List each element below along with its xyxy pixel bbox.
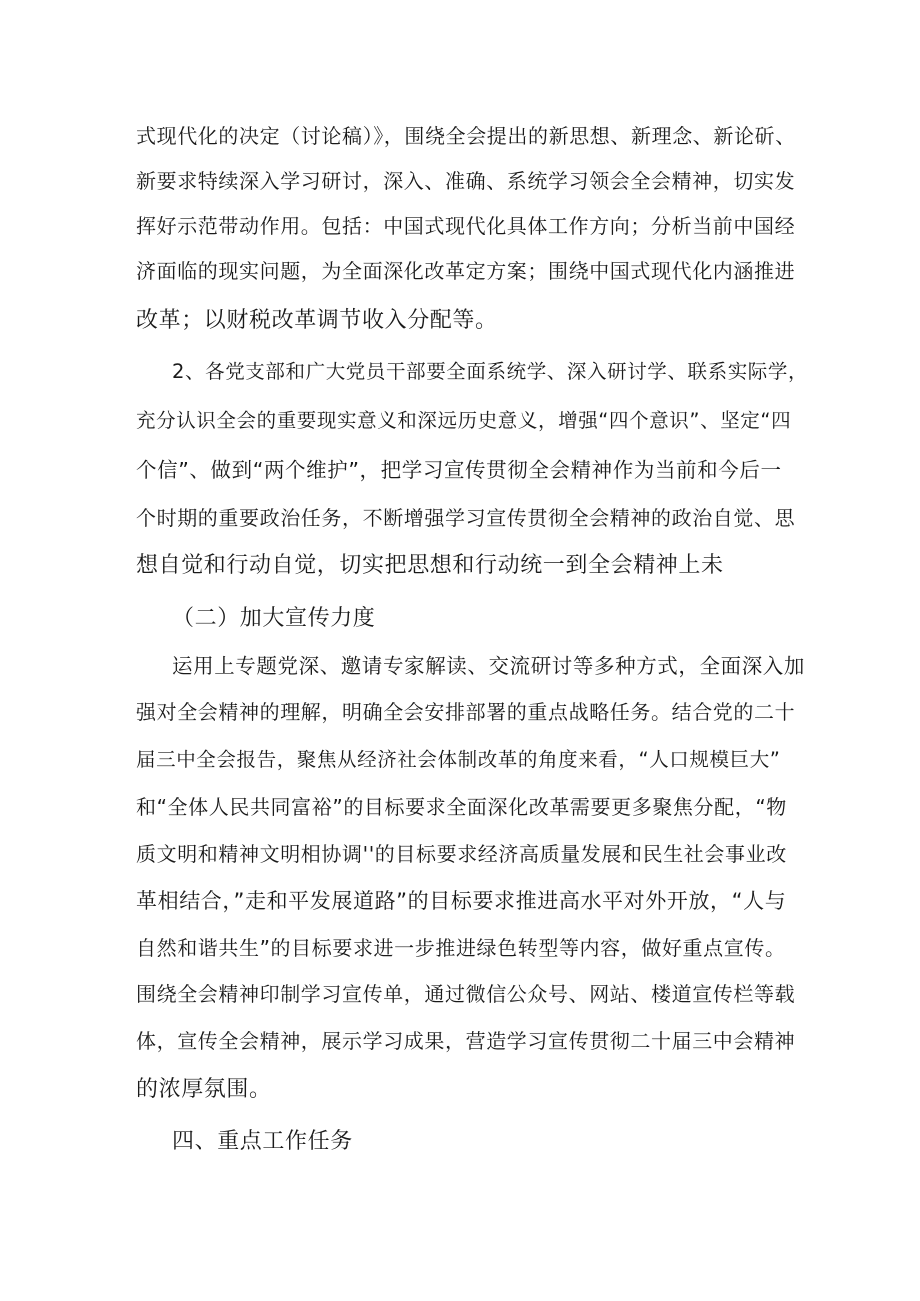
text-line: 革相结合，”走和平发展道路”的目标要求推进高水平对外开放，“人与 xyxy=(136,889,787,913)
text-line: 个时期的重要政治任务，不断增强学习宣传贯彻全会精神的政治自觉、思 xyxy=(136,506,796,530)
text-line: 挥好示范带动作用。包括：中国式现代化具体工作方向；分析当前中国经 xyxy=(136,214,796,238)
text-line: 届三中全会报告，聚焦从经济社会体制改革的角度来看，“人口规模巨大” xyxy=(136,748,781,771)
text-line: 2、各党支部和广大党员干部要全面系统学、深入研讨学、联系实际学， xyxy=(172,360,809,383)
text-line: 自然和谐共生”的目标要求进一步推进绿色转型等内容，做好重点宣传。 xyxy=(136,936,786,960)
text-line: 新要求特续深入学习研讨，深入、准确、系统学习领会全会精神，切实发 xyxy=(136,169,796,193)
text-line: 和“全体人民共同富裕”的目标要求全面深化改革需要更多聚焦分配，“物 xyxy=(136,795,787,819)
text-line: 的浓厚氛围。 xyxy=(136,1077,272,1102)
text-line: 运用上专题党深、邀请专家解读、交流研讨等多种方式，全面深入加 xyxy=(172,654,805,678)
text-line: 济面临的现实问题，为全面深化改革定方案；围绕中国式现代化内涵推进 xyxy=(136,259,796,283)
section-heading: 四、重点工作任务 xyxy=(172,1129,353,1154)
section-heading: （二）加大宣传力度 xyxy=(172,606,376,631)
text-line: 充分认识全会的重要现实意义和深远历史意义，增强“四个意识”、坚定“四 xyxy=(136,409,792,432)
text-line: 强对全会精神的理解，明确全会安排部署的重点战略任务。结合党的二十 xyxy=(136,700,796,724)
text-line: 改革；以财税改革调节收入分配等。 xyxy=(136,308,498,333)
text-line: 体，宣传全会精神，展示学习成果，营造学习宣传贯彻二十届三中会精神 xyxy=(136,1029,796,1053)
text-line: 质文明和精神文明相协调''的目标要求经济高质量发展和民生社会事业改 xyxy=(136,842,787,866)
text-line: 式现代化的决定（讨论稿）》，围绕全会提出的新思想、新理念、新论斫、 xyxy=(136,124,796,148)
text-line: 个信”、做到“两个维护”，把学习宣传贯彻全会精神作为当前和今后一 xyxy=(136,458,782,482)
text-line: 想自觉和行动自觉，切实把思想和行动统一到全会精神上未 xyxy=(136,553,724,578)
text-line: 围绕全会精神印制学习宣传单，通过微信公众号、网站、楼道宣传栏等载 xyxy=(136,982,796,1006)
